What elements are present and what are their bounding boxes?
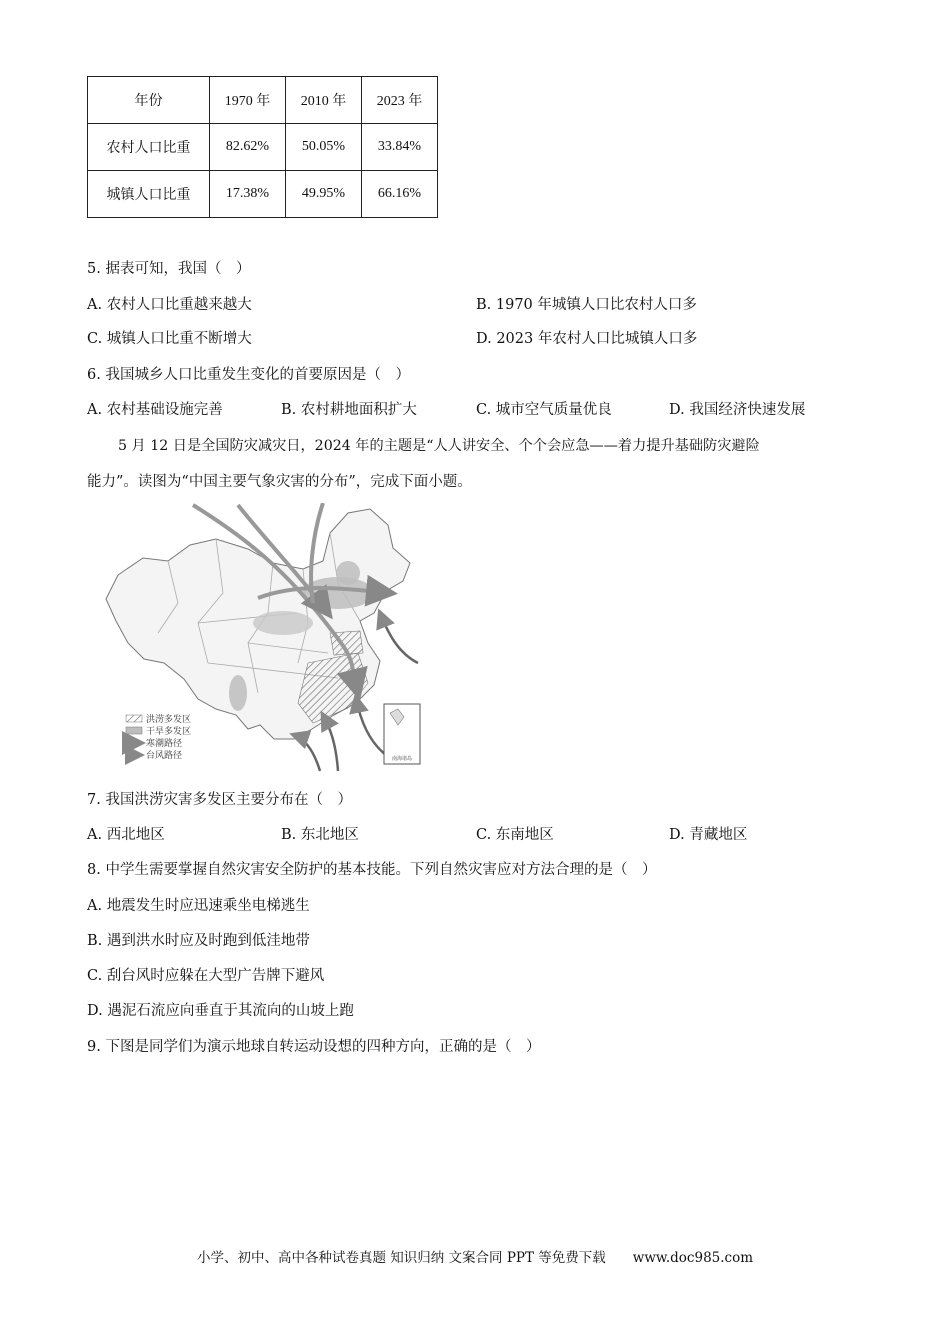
disaster-map [98,503,422,773]
q6-option-c: C. 城市空气质量优良 [476,402,612,418]
typhoon-path-1 [323,715,338,771]
inset-label: 南海诸岛 [391,756,413,762]
intro-line-2: 能力”。读图为“中国主要气象灾害的分布”，完成下面小题。 [87,474,472,490]
table-cell: 49.95% [286,171,362,218]
q6-stem: 6. 我国城乡人口比重发生变化的首要原因是（ ） [87,367,410,383]
table-cell: 82.62% [210,124,286,171]
q6-option-b: B. 农村耕地面积扩大 [281,402,417,418]
q8-option-c: C. 刮台风时应躲在大型广告牌下避风 [87,968,325,984]
header-2010: 2010 年 [286,77,362,124]
q8-option-d: D. 遇泥石流应向垂直于其流向的山坡上跑 [87,1003,354,1019]
q7-stem: 7. 我国洪涝灾害多发区主要分布在（ ） [87,792,352,808]
q5-option-d: D. 2023 年农村人口比城镇人口多 [476,331,698,347]
table-row-urban [88,171,438,218]
header-2023: 2023 年 [362,77,438,124]
table-header-row [88,77,438,124]
legend-drought-swatch [126,727,142,734]
header-year: 年份 [88,77,210,124]
q9-stem: 9. 下图是同学们为演示地球自转运动设想的四种方向，正确的是（ ） [87,1039,541,1055]
q5-option-c: C. 城镇人口比重不断增大 [87,331,252,347]
page-footer: 小学、初中、高中各种试卷真题 知识归纳 文案合同 PPT 等免费下载 www.doc985.com [196,1250,754,1266]
map-legend [126,713,191,761]
legend-flood-swatch [126,715,142,722]
header-1970: 1970 年 [210,77,286,124]
table-cell: 17.38% [210,171,286,218]
q5-option-a: A. 农村人口比重越来越大 [87,297,252,313]
q6-option-d: D. 我国经济快速发展 [669,402,806,418]
legend-cold-label: 寒潮路径 [146,739,183,749]
china-map-svg [98,503,422,773]
q7-option-b: B. 东北地区 [281,827,359,843]
drought-area-southwest [229,675,247,711]
q5-stem: 5. 据表可知，我国（ ） [87,261,251,277]
typhoon-path-4 [380,613,418,663]
table-cell: 33.84% [362,124,438,171]
inset-frame [384,704,420,764]
q8-stem: 8. 中学生需要掌握自然灾害安全防护的基本技能。下列自然灾害应对方法合理的是（ ） [87,862,657,878]
q7-option-a: A. 西北地区 [87,827,165,843]
population-table [87,76,438,218]
q7-option-d: D. 青藏地区 [669,827,748,843]
row-label: 城镇人口比重 [88,171,210,218]
q7-option-c: C. 东南地区 [476,827,554,843]
row-label: 农村人口比重 [88,124,210,171]
legend-flood-label: 洪涝多发区 [146,715,192,725]
table-cell: 66.16% [362,171,438,218]
drought-area-northeast [336,561,360,585]
typhoon-path-2 [294,735,320,771]
legend-typhoon-label: 台风路径 [146,751,183,761]
drought-area-center [253,611,313,635]
q5-option-b: B. 1970 年城镇人口比农村人口多 [476,297,697,313]
table-cell: 50.05% [286,124,362,171]
legend-drought-label: 干旱多发区 [146,727,192,737]
table-row-rural [88,124,438,171]
q6-option-a: A. 农村基础设施完善 [87,402,223,418]
q8-option-a: A. 地震发生时应迅速乘坐电梯逃生 [87,898,310,914]
intro-line-1: 5 月 12 日是全国防灾减灾日，2024 年的主题是“人人讲安全、个个会应急——着力提升基础防灾避险 [118,438,760,454]
q8-option-b: B. 遇到洪水时应及时跑到低洼地带 [87,933,310,949]
